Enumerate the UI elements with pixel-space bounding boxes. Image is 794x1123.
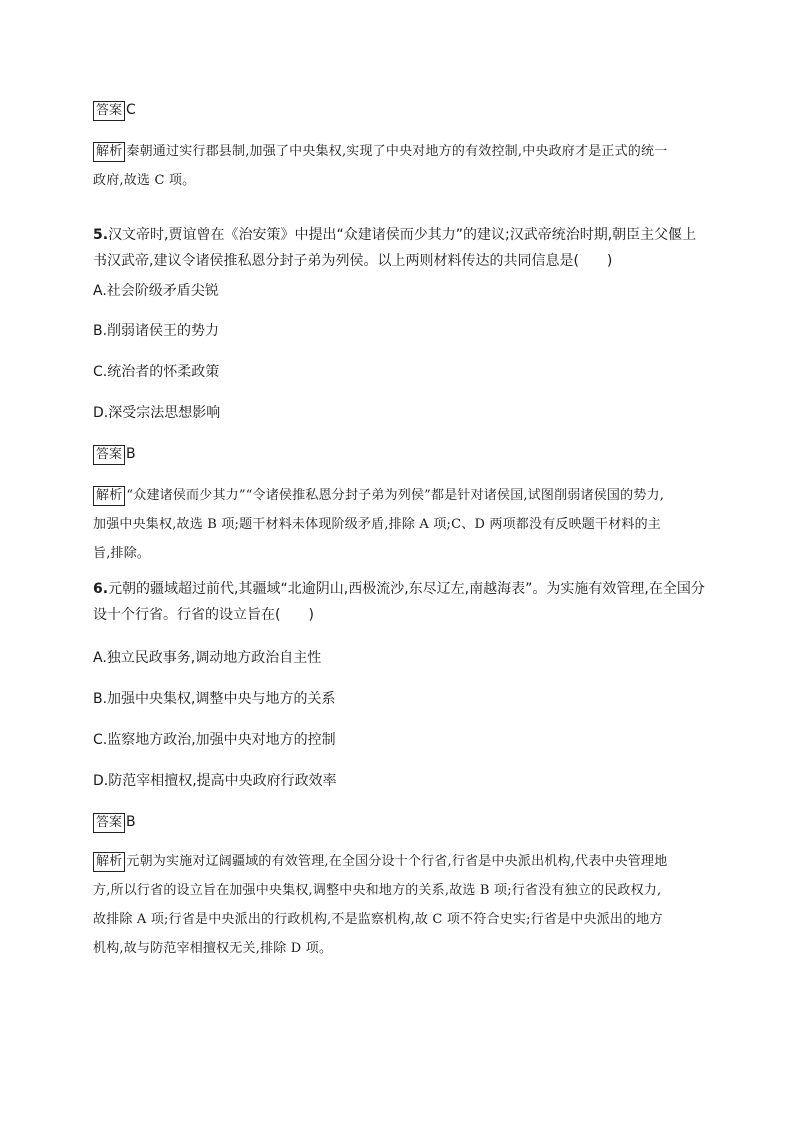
- answer-value: C: [126, 102, 136, 118]
- question-stem-line: 汉文帝时,贾谊曾在《治安策》中提出“众建诸侯而少其力”的建议;汉武帝统治时期,朝臣主父偃上: [108, 227, 697, 243]
- option-d[interactable]: D.深受宗法思想影响: [93, 405, 221, 421]
- analysis-line: 旨,排除。: [93, 546, 151, 561]
- answer-q4: [93, 97, 705, 123]
- analysis-line: 故排除 A 项;行省是中央派出的行政机构,不是监察机构,故 C 项不符合史实;行省是中央派出的地方: [93, 912, 663, 927]
- question-6: [93, 576, 705, 628]
- analysis-line: 元朝为实施对辽阔疆域的有效管理,在全国分设十个行省,行省是中央派出机构,代表中央管理地: [126, 854, 668, 869]
- analysis-line: 方,所以行省的设立旨在加强中央集权,调整中央和地方的关系,故选 B 项;行省没有独立的民政权力,: [93, 883, 662, 898]
- question-stem-line: 书汉武帝,建议令诸侯推私恩分封子弟为列侯。以上两则材料传达的共同信息是( ): [93, 253, 613, 269]
- analysis-q6: [93, 847, 705, 963]
- analysis-line: 机构,故与防范宰相擅权无关,排除 D 项。: [93, 941, 333, 956]
- answer-q6: [93, 809, 705, 835]
- analysis-line: 秦朝通过实行郡县制,加强了中央集权,实现了中央对地方的有效控制,中央政府才是正式的统一: [126, 144, 668, 159]
- option-b[interactable]: B.加强中央集权,调整中央与地方的关系: [93, 691, 336, 707]
- option-c[interactable]: C.统治者的怀柔政策: [93, 364, 220, 380]
- option-a[interactable]: A.独立民政事务,调动地方政治自主性: [93, 650, 322, 666]
- analysis-label: 解析: [93, 852, 125, 872]
- option-a[interactable]: A.社会阶级矛盾尖锐: [93, 283, 219, 299]
- answer-label: 答案: [93, 445, 125, 465]
- analysis-q5: [93, 481, 705, 568]
- question-5: [93, 222, 705, 274]
- option-b[interactable]: B.削弱诸侯王的势力: [93, 323, 220, 339]
- answer-value: B: [126, 446, 136, 462]
- analysis-q4: [93, 137, 705, 195]
- analysis-label: 解析: [93, 142, 125, 162]
- analysis-line: 加强中央集权,故选 B 项;题干材料未体现阶级矛盾,排除 A 项;C、D 两项都没有反映题干材料的主: [93, 517, 661, 532]
- answer-label: 答案: [93, 813, 125, 833]
- question-number: 6.: [93, 581, 109, 597]
- answer-label: 答案: [93, 101, 125, 121]
- option-d[interactable]: D.防范宰相擅权,提高中央政府行政效率: [93, 773, 337, 789]
- answer-value: B: [126, 814, 136, 830]
- analysis-label: 解析: [93, 486, 125, 506]
- question-stem-line: 元朝的疆域超过前代,其疆域“北逾阴山,西极流沙,东尽辽左,南越海表”。为实施有效管理,在全国分: [108, 581, 705, 597]
- analysis-line: 政府,故选 C 项。: [93, 173, 196, 188]
- question-number: 5.: [93, 227, 109, 243]
- option-c[interactable]: C.监察地方政治,加强中央对地方的控制: [93, 732, 336, 748]
- answer-q5: [93, 441, 705, 467]
- analysis-line: “众建诸侯而少其力”“令诸侯推私恩分封子弟为列侯”都是针对诸侯国,试图削弱诸侯国的势力,: [126, 488, 665, 503]
- question-stem-line: 设十个行省。行省的设立旨在( ): [93, 607, 314, 623]
